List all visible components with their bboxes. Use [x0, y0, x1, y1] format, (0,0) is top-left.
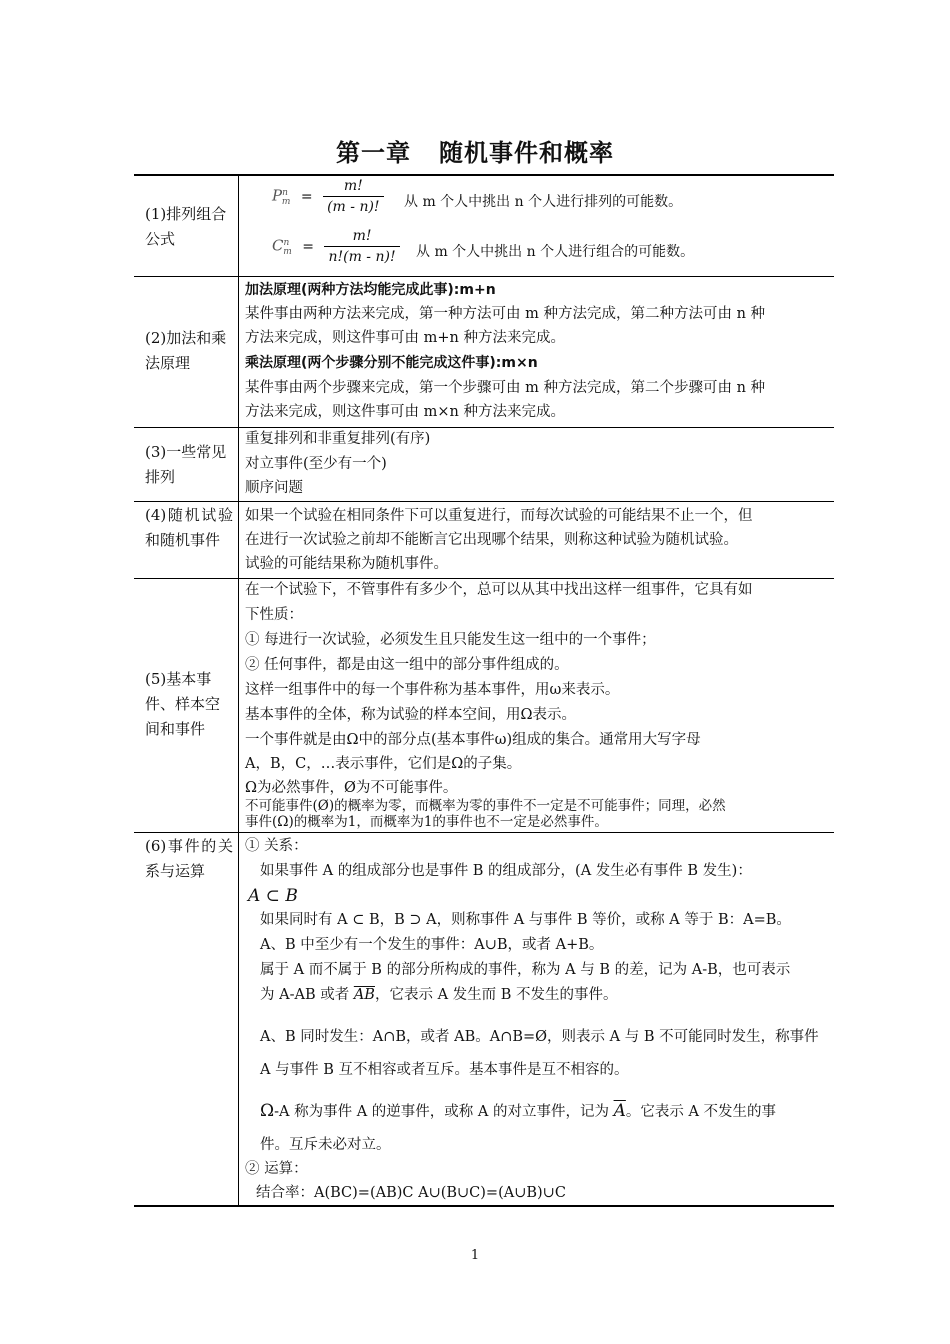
- section-label-add-mul: (2)加法和乘法原理: [145, 329, 227, 372]
- column-divider: [238, 579, 239, 832]
- event-relations-text: 属于 A 而不属于 B 的部分所构成的事件，称为 A 与 B 的差，记为 A-B，也可表示: [260, 962, 791, 978]
- permutation-formula: $P^n_m$ = $\frac{m!}{(m - n)!}$: [272, 178, 384, 215]
- event-relations-text: Ω-A 称为事件 A 的逆事件，或称 A 的对立事件，记为 $\overline{A}$。它表示 A 不发生的事: [260, 1101, 777, 1121]
- arrangement-item: 顺序问题: [245, 480, 303, 496]
- sample-space-text: Ω为必然事件，Ø为不可能事件。: [245, 780, 458, 796]
- addition-principle-text: 方法来完成，则这件事可由 m+n 种方法来完成。: [245, 330, 565, 346]
- sample-space-text: 不可能事件(Ø)的概率为零，而概率为零的事件不一定是不可能事件；同理，必然: [245, 798, 726, 814]
- event-relations-text: 如果事件 A 的组成部分也是事件 B 的组成部分，(A 发生必有事件 B 发生)：: [260, 863, 752, 879]
- section-label-arrangements: (3)一些常见排列: [145, 443, 227, 486]
- permutation-description: 从 m 个人中挑出 n 个人进行排列的可能数。: [404, 194, 683, 210]
- multiplication-principle-text: 某件事由两个步骤来完成，第一个步骤可由 m 种方法完成，第二个步骤可由 n 种: [245, 380, 766, 396]
- sample-space-text: 这样一组事件中的每一个事件称为基本事件，用ω来表示。: [245, 682, 620, 698]
- row-divider: [134, 501, 834, 502]
- random-experiment-text: 试验的可能结果称为随机事件。: [245, 556, 448, 572]
- multiplication-principle-title: 乘法原理(两个步骤分别不能完成这件事):m×n: [245, 355, 538, 371]
- event-relations-text: A、B 中至少有一个发生的事件：A∪B，或者 A+B。: [260, 937, 604, 953]
- sample-space-text: ① 每进行一次试验，必须发生且只能发生这一组中的一个事件；: [245, 632, 656, 648]
- sample-space-text: 在一个试验下，不管事件有多少个，总可以从其中找出这样一组事件，它具有如: [245, 582, 753, 598]
- subset-formula: A ⊂ B: [248, 886, 298, 906]
- row-divider: [134, 276, 834, 277]
- addition-principle-title: 加法原理(两种方法均能完成此事):m+n: [245, 282, 496, 298]
- arrangement-item: 对立事件(至少有一个): [245, 456, 387, 472]
- page-title: 第一章 随机事件和概率: [336, 139, 614, 167]
- section-label-event-relations: (6)事件的关系与运算: [145, 837, 233, 880]
- sample-space-text: 事件(Ω)的概率为1，而概率为1的事件也不一定是必然事件。: [245, 814, 608, 830]
- row-divider: [134, 832, 834, 833]
- arrangement-item: 重复排列和非重复排列(有序): [245, 431, 431, 447]
- sample-space-text: 基本事件的全体，称为试验的样本空间，用Ω表示。: [245, 707, 577, 723]
- event-relations-text: ② 运算：: [245, 1161, 308, 1177]
- event-relations-text: 件。互斥未必对立。: [260, 1137, 391, 1153]
- section-label-sample-space: (5)基本事件、样本空间和事件: [145, 670, 221, 738]
- table-top-rule: [134, 174, 834, 176]
- combination-description: 从 m 个人中挑出 n 个人进行组合的可能数。: [416, 244, 695, 260]
- event-relations-text: A 与事件 B 互不相容或者互斥。基本事件是互不相容的。: [260, 1062, 629, 1078]
- column-divider: [238, 277, 239, 427]
- page-number: 1: [470, 1248, 480, 1263]
- column-divider: [238, 176, 239, 276]
- event-relations-text: A、B 同时发生：A∩B，或者 AB。A∩B=Ø，则表示 A 与 B 不可能同时发生，称事件: [260, 1029, 819, 1045]
- event-relations-text: 如果同时有 A ⊂ B，B ⊃ A，则称事件 A 与事件 B 等价，或称 A 等于 B：A=B。: [260, 912, 791, 928]
- sample-space-text: ② 任何事件，都是由这一组中的部分事件组成的。: [245, 657, 569, 673]
- addition-principle-text: 某件事由两种方法来完成，第一种方法可由 m 种方法完成，第二种方法可由 n 种: [245, 306, 766, 322]
- multiplication-principle-text: 方法来完成，则这件事可由 m×n 种方法来完成。: [245, 404, 565, 420]
- event-relations-text: 结合率：A(BC)=(AB)C A∪(B∪C)=(A∪B)∪C: [256, 1185, 566, 1201]
- section-label-permutation: (1)排列组合公式: [145, 205, 227, 248]
- random-experiment-text: 如果一个试验在相同条件下可以重复进行，而每次试验的可能结果不止一个，但: [245, 508, 753, 524]
- column-divider: [238, 833, 239, 1205]
- sample-space-text: 下性质：: [245, 607, 303, 623]
- random-experiment-text: 在进行一次试验之前却不能断言它出现哪个结果，则称这种试验为随机试验。: [245, 532, 738, 548]
- event-relations-text: ① 关系：: [245, 838, 308, 854]
- event-relations-text: 为 A-AB 或者 $\overline{AB}$，它表示 A 发生而 B 不发生的事件。: [260, 987, 618, 1003]
- sample-space-text: 一个事件就是由Ω中的部分点(基本事件ω)组成的集合。通常用大写字母: [245, 732, 701, 748]
- combination-formula: $C^n_m$ = $\frac{m!}{n!(m - n)!}$: [272, 228, 400, 265]
- column-divider: [238, 502, 239, 578]
- section-label-random-experiment: (4)随机试验和随机事件: [145, 506, 233, 549]
- column-divider: [238, 428, 239, 501]
- sample-space-text: A，B，C，…表示事件，它们是Ω的子集。: [245, 756, 522, 772]
